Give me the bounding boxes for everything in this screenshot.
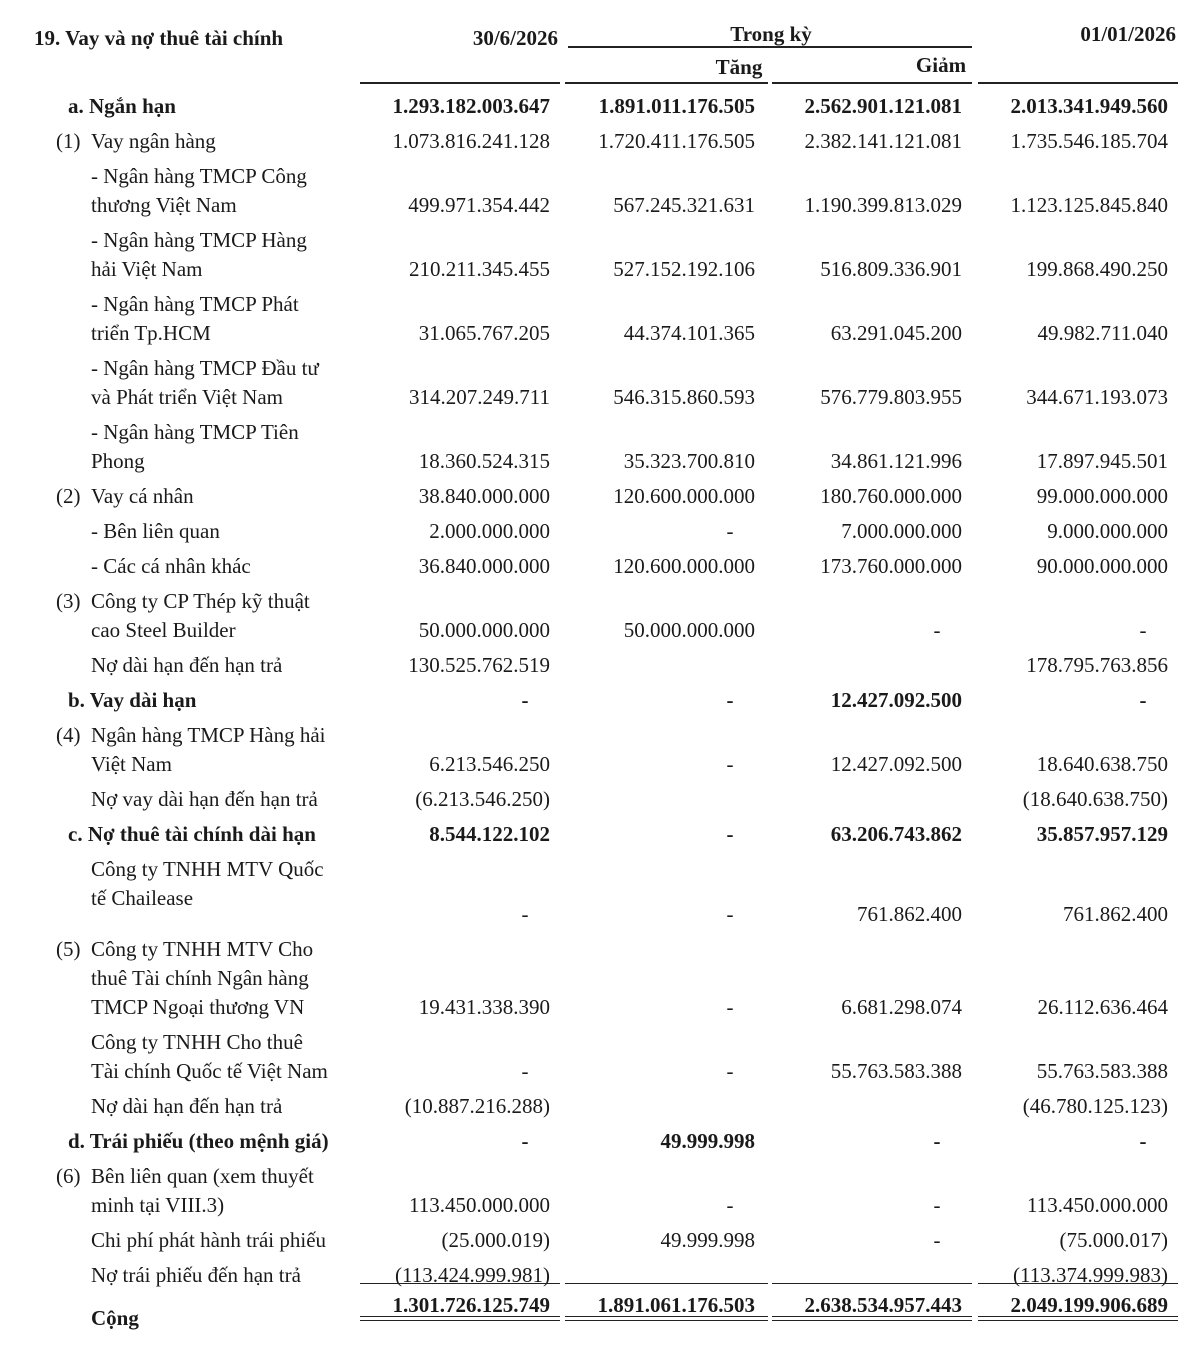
row-label: [0, 517, 360, 546]
increase-cell: -: [726, 902, 734, 926]
closing-balance-cell: 6.213.546.250: [429, 752, 550, 776]
increase-cell: 527.152.192.106: [613, 257, 755, 281]
closing-balance-cell: 36.840.000.000: [418, 554, 550, 578]
opening-balance-cell: 113.450.000.000: [1027, 1193, 1168, 1217]
loan-table-body: [0, 88, 1200, 1340]
row-label: [0, 1162, 360, 1220]
row-label: [0, 1304, 360, 1333]
row-label-line: tế Chailease: [91, 886, 194, 910]
row-label: [0, 651, 360, 680]
row-label: [0, 1226, 360, 1255]
opening-balance-cell: 344.671.193.073: [1026, 385, 1168, 409]
row-code: (2): [56, 484, 81, 508]
row-code: (5): [56, 937, 81, 961]
row-label-line: c. Nợ thuê tài chính dài hạn: [68, 822, 316, 846]
decrease-cell: 12.427.092.500: [830, 688, 962, 712]
table-row: [0, 158, 1200, 222]
row-label-line: Ngân hàng TMCP Hàng hải: [91, 723, 326, 747]
decrease-cell: 761.862.400: [857, 902, 962, 926]
total-double-rule: [565, 1316, 768, 1321]
increase-cell: -: [726, 752, 734, 776]
closing-balance-cell: 1.293.182.003.647: [392, 94, 550, 118]
row-label: [0, 935, 360, 1022]
note-title: 19. Vay và nợ thuê tài chính: [34, 26, 284, 50]
row-label-line: triển Tp.HCM: [91, 321, 211, 345]
row-label: [0, 354, 360, 412]
header-increase: Tăng: [715, 55, 763, 79]
row-label-line: thương Việt Nam: [91, 193, 237, 217]
row-code: (3): [56, 589, 81, 613]
opening-balance-cell: 761.862.400: [1063, 902, 1168, 926]
closing-balance-cell: 38.840.000.000: [418, 484, 550, 508]
decrease-cell: 55.763.583.388: [830, 1059, 962, 1083]
row-code: (4): [56, 723, 81, 747]
total-rule-top: [978, 1283, 1178, 1284]
table-row: [0, 717, 1200, 781]
closing-balance-cell: -: [521, 688, 529, 712]
closing-balance-cell: -: [521, 1129, 529, 1153]
increase-cell: -: [726, 519, 734, 543]
table-row: [0, 548, 1200, 583]
closing-balance-cell: 19.431.338.390: [418, 995, 550, 1019]
header-rule-closing: [360, 82, 560, 84]
table-row: [0, 513, 1200, 548]
row-label: [0, 1127, 360, 1156]
increase-cell: 44.374.101.365: [623, 321, 755, 345]
row-label: [0, 418, 360, 476]
table-row: [0, 781, 1200, 816]
table-row: [0, 414, 1200, 478]
row-label-line: - Ngân hàng TMCP Đầu tư: [91, 356, 319, 380]
table-row: [0, 647, 1200, 682]
closing-balance-cell: 130.525.762.519: [408, 653, 550, 677]
table-row: [0, 478, 1200, 513]
opening-balance-cell: (75.000.017): [1059, 1228, 1168, 1252]
row-label-line: cao Steel Builder: [91, 618, 236, 642]
total-double-rule: [360, 1316, 560, 1321]
increase-cell: 50.000.000.000: [623, 618, 755, 642]
row-label: [0, 127, 360, 156]
row-label-line: Nợ trái phiếu đến hạn trả: [91, 1263, 301, 1287]
table-row: [0, 1158, 1200, 1222]
decrease-cell: 1.190.399.813.029: [804, 193, 962, 217]
closing-balance-cell: 499.971.354.442: [408, 193, 550, 217]
increase-cell: 546.315.860.593: [613, 385, 755, 409]
opening-balance-cell: 17.897.945.501: [1036, 449, 1168, 473]
row-label-line: Công ty CP Thép kỹ thuật: [91, 589, 310, 613]
decrease-cell: 2.382.141.121.081: [804, 129, 962, 153]
decrease-cell: 516.809.336.901: [820, 257, 962, 281]
closing-balance-cell: (10.887.216.288): [404, 1094, 550, 1118]
table-row: [0, 123, 1200, 158]
opening-balance-cell: (18.640.638.750): [1022, 787, 1168, 811]
row-label: [0, 482, 360, 511]
table-row: [0, 682, 1200, 717]
row-label: [0, 1028, 360, 1086]
table-row: [0, 851, 1200, 931]
total-double-rule: [978, 1316, 1178, 1321]
opening-balance-cell: 18.640.638.750: [1036, 752, 1168, 776]
row-label-line: TMCP Ngoại thương VN: [91, 995, 305, 1019]
opening-balance-cell: -: [1139, 618, 1147, 642]
decrease-cell: 34.861.121.996: [830, 449, 962, 473]
opening-balance-cell: 178.795.763.856: [1026, 653, 1168, 677]
table-row: [0, 88, 1200, 123]
decrease-cell: 63.291.045.200: [830, 321, 962, 345]
increase-cell: -: [726, 1193, 734, 1217]
decrease-cell: 63.206.743.862: [830, 822, 962, 846]
decrease-cell: -: [933, 1129, 941, 1153]
header-rule-opening: [978, 82, 1178, 84]
closing-balance-cell: (113.424.999.981): [395, 1263, 550, 1287]
opening-balance-cell: 199.868.490.250: [1026, 257, 1168, 281]
closing-balance-cell: (6.213.546.250): [415, 787, 550, 811]
closing-balance-cell: 314.207.249.711: [409, 385, 550, 409]
row-label-line: - Ngân hàng TMCP Phát: [91, 292, 299, 316]
increase-cell: 35.323.700.810: [623, 449, 755, 473]
decrease-cell: 2.562.901.121.081: [804, 94, 962, 118]
closing-balance-cell: 50.000.000.000: [418, 618, 550, 642]
closing-balance-cell: 31.065.767.205: [418, 321, 550, 345]
increase-cell: -: [726, 995, 734, 1019]
row-label-line: Chi phí phát hành trái phiếu: [91, 1228, 327, 1252]
row-label-line: Nợ dài hạn đến hạn trả: [91, 653, 283, 677]
opening-balance-cell: (46.780.125.123): [1022, 1094, 1168, 1118]
row-label-line: - Ngân hàng TMCP Công: [91, 164, 307, 188]
closing-balance-cell: 1.301.726.125.749: [392, 1293, 550, 1317]
table-row: [0, 583, 1200, 647]
row-label: [0, 226, 360, 284]
row-label: [0, 721, 360, 779]
closing-balance-cell: 1.073.816.241.128: [392, 129, 550, 153]
row-label-line: hải Việt Nam: [91, 257, 203, 281]
increase-cell: 1.720.411.176.505: [598, 129, 755, 153]
table-row: [0, 1024, 1200, 1088]
row-label-line: Nợ vay dài hạn đến hạn trả: [91, 787, 318, 811]
row-label: [0, 552, 360, 581]
opening-balance-cell: 9.000.000.000: [1047, 519, 1168, 543]
total-rule-top: [360, 1283, 560, 1284]
increase-cell: 49.999.998: [660, 1129, 755, 1153]
decrease-cell: 576.779.803.955: [820, 385, 962, 409]
opening-balance-cell: 49.982.711.040: [1037, 321, 1168, 345]
closing-balance-cell: 113.450.000.000: [409, 1193, 550, 1217]
increase-cell: 567.245.321.631: [613, 193, 755, 217]
increase-cell: -: [726, 1059, 734, 1083]
table-row: [0, 286, 1200, 350]
increase-cell: 120.600.000.000: [613, 554, 755, 578]
decrease-cell: -: [933, 1228, 941, 1252]
opening-balance-cell: 26.112.636.464: [1037, 995, 1168, 1019]
row-label-line: Công ty TNHH MTV Cho: [91, 937, 314, 961]
table-row: [0, 931, 1200, 1024]
closing-balance-cell: 18.360.524.315: [418, 449, 550, 473]
table-row: [0, 1123, 1200, 1158]
decrease-cell: -: [933, 618, 941, 642]
increase-cell: 1.891.011.176.505: [598, 94, 755, 118]
row-label-line: Công ty TNHH MTV Quốc: [91, 857, 324, 881]
table-row: [0, 816, 1200, 851]
closing-balance-cell: 210.211.345.455: [409, 257, 550, 281]
row-label: [0, 587, 360, 645]
row-label-line: Phong: [91, 449, 145, 473]
table-row: [0, 222, 1200, 286]
closing-balance-cell: 2.000.000.000: [429, 519, 550, 543]
header-period: Trong kỳ: [730, 22, 812, 46]
total-rule-top: [565, 1283, 768, 1284]
row-label-line: - Bên liên quan: [91, 519, 220, 543]
row-label: [0, 1261, 360, 1290]
row-label: [0, 92, 360, 121]
table-row: [0, 1088, 1200, 1123]
decrease-cell: 2.638.534.957.443: [804, 1293, 962, 1317]
decrease-cell: 173.760.000.000: [820, 554, 962, 578]
opening-balance-cell: -: [1139, 688, 1147, 712]
row-label-line: Cộng: [91, 1306, 139, 1330]
row-label-line: Tài chính Quốc tế Việt Nam: [91, 1059, 328, 1083]
row-label-line: minh tại VIII.3): [91, 1193, 225, 1217]
period-underline: [568, 46, 972, 48]
row-label: [0, 162, 360, 220]
opening-balance-cell: (113.374.999.983): [1013, 1263, 1168, 1287]
table-row: [0, 1222, 1200, 1257]
decrease-cell: 6.681.298.074: [841, 995, 962, 1019]
row-label: [0, 785, 360, 814]
closing-balance-cell: 8.544.122.102: [429, 822, 550, 846]
opening-balance-cell: 55.763.583.388: [1036, 1059, 1168, 1083]
decrease-cell: -: [933, 1193, 941, 1217]
increase-cell: 1.891.061.176.503: [597, 1293, 755, 1317]
row-label: [0, 686, 360, 715]
table-row: [0, 350, 1200, 414]
opening-balance-cell: -: [1139, 1129, 1147, 1153]
increase-cell: -: [726, 822, 734, 846]
header-rule-increase: [565, 82, 768, 84]
closing-balance-cell: -: [521, 902, 529, 926]
opening-balance-cell: 2.013.341.949.560: [1010, 94, 1168, 118]
opening-balance-cell: 1.735.546.185.704: [1010, 129, 1168, 153]
row-label-line: Bên liên quan (xem thuyết: [91, 1164, 314, 1188]
closing-balance-cell: -: [521, 1059, 529, 1083]
row-label-line: Công ty TNHH Cho thuê: [91, 1030, 303, 1054]
row-label-line: thuê Tài chính Ngân hàng: [91, 966, 309, 990]
row-label-line: d. Trái phiếu (theo mệnh giá): [68, 1129, 329, 1153]
row-label: [0, 820, 360, 849]
decrease-cell: 180.760.000.000: [820, 484, 962, 508]
table-header: [0, 0, 1200, 92]
row-label-line: a. Ngắn hạn: [68, 94, 176, 118]
row-label-line: Vay ngân hàng: [91, 129, 216, 153]
row-code: (1): [56, 129, 81, 153]
decrease-cell: 7.000.000.000: [841, 519, 962, 543]
row-label-line: và Phát triển Việt Nam: [91, 385, 283, 409]
header-closing-date: 30/6/2026: [472, 26, 558, 50]
header-decrease: Giảm: [915, 53, 967, 77]
row-label-line: Việt Nam: [91, 752, 172, 776]
header-opening-date: 01/01/2026: [1080, 22, 1176, 46]
increase-cell: -: [726, 688, 734, 712]
table-row: [0, 1257, 1200, 1292]
total-double-rule: [772, 1316, 972, 1321]
increase-cell: 49.999.998: [660, 1228, 755, 1252]
opening-balance-cell: 2.049.199.906.689: [1010, 1293, 1168, 1317]
row-label: [0, 1092, 360, 1121]
opening-balance-cell: 35.857.957.129: [1036, 822, 1168, 846]
total-rule-top: [772, 1283, 972, 1284]
row-label-line: b. Vay dài hạn: [68, 688, 197, 712]
decrease-cell: 12.427.092.500: [830, 752, 962, 776]
row-label-line: - Ngân hàng TMCP Hàng: [91, 228, 307, 252]
row-label-line: - Ngân hàng TMCP Tiên: [91, 420, 299, 444]
opening-balance-cell: 99.000.000.000: [1036, 484, 1168, 508]
opening-balance-cell: 90.000.000.000: [1036, 554, 1168, 578]
increase-cell: 120.600.000.000: [613, 484, 755, 508]
row-label: [0, 855, 360, 913]
closing-balance-cell: (25.000.019): [441, 1228, 550, 1252]
header-rule-decrease: [772, 82, 972, 84]
row-label-line: Vay cá nhân: [91, 484, 194, 508]
row-code: (6): [56, 1164, 81, 1188]
row-label: [0, 290, 360, 348]
row-label-line: - Các cá nhân khác: [91, 554, 251, 578]
row-label-line: Nợ dài hạn đến hạn trả: [91, 1094, 283, 1118]
opening-balance-cell: 1.123.125.845.840: [1010, 193, 1168, 217]
